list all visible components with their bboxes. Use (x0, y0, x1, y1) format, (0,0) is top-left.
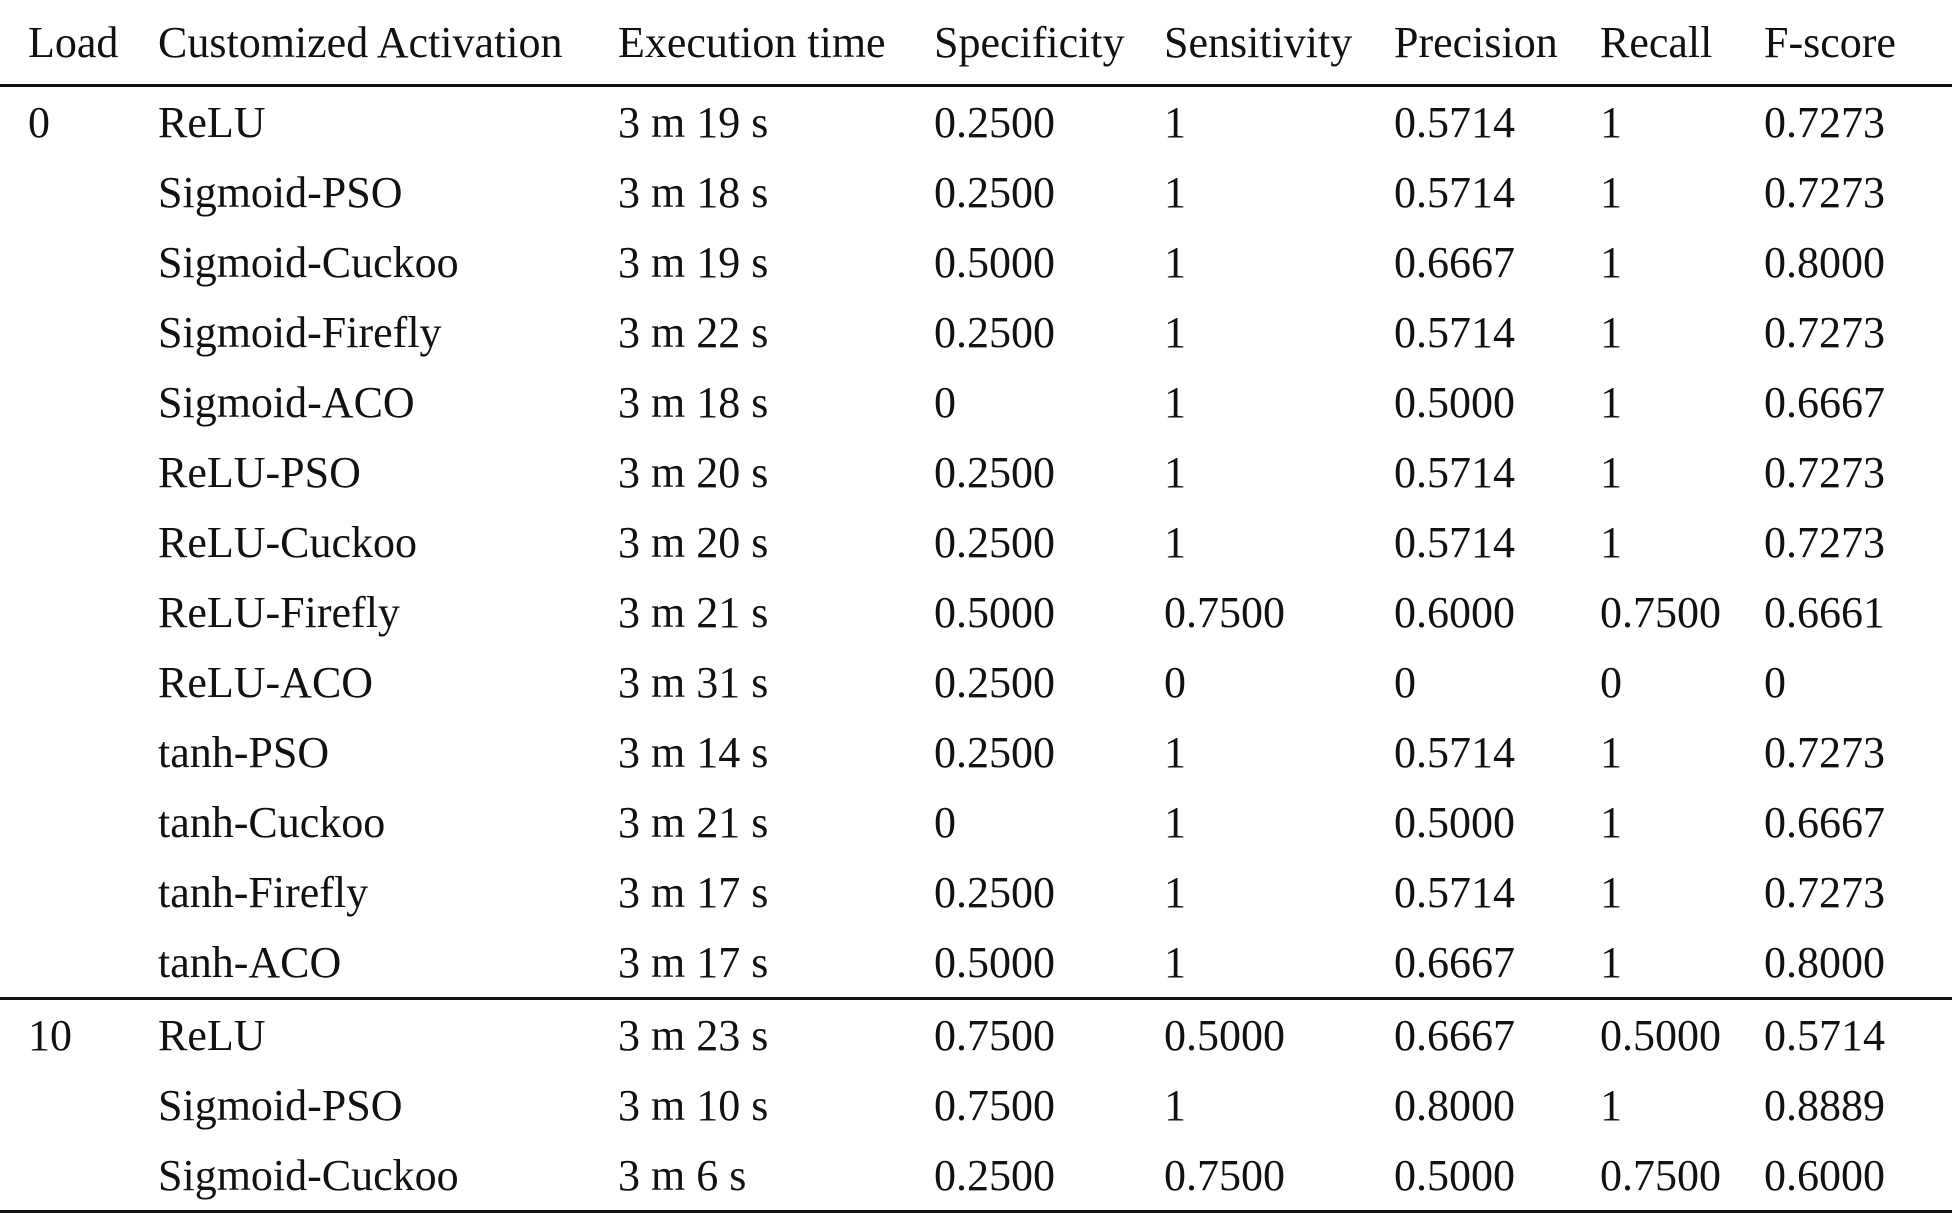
cell-activation: ReLU-Cuckoo (158, 517, 418, 567)
cell-execution-time: 3 m 17 s (618, 937, 769, 987)
cell-activation: tanh-Firefly (158, 867, 369, 917)
cell-precision: 0.5714 (1394, 97, 1515, 147)
cell-precision: 0.6667 (1394, 937, 1515, 987)
cell-execution-time: 3 m 18 s (618, 377, 769, 427)
cell-f-score: 0.6667 (1764, 797, 1885, 847)
cell-recall: 1 (1600, 797, 1622, 847)
header-precision: Precision (1366, 0, 1572, 86)
cell-sensitivity: 1 (1164, 237, 1186, 287)
cell-precision: 0.6667 (1366, 999, 1572, 1071)
cell-recall: 0 (1600, 657, 1622, 707)
cell-execution-time: 3 m 31 s (618, 657, 769, 707)
cell-f-score: 0.7273 (1764, 447, 1885, 497)
cell-sensitivity: 1 (1164, 937, 1186, 987)
cell-f-score: 0.7273 (1764, 167, 1885, 217)
cell-load (0, 367, 130, 437)
header-execution-time: Execution time (590, 0, 906, 86)
table-row (0, 1070, 1952, 1140)
cell-execution-time: 3 m 23 s (590, 999, 906, 1071)
cell-precision: 0.8000 (1394, 1080, 1515, 1130)
cell-load: 0 (28, 97, 50, 147)
cell-execution-time: 3 m 14 s (618, 727, 769, 777)
cell-f-score: 0.8889 (1764, 1080, 1885, 1130)
cell-sensitivity: 1 (1164, 517, 1186, 567)
cell-load (0, 927, 130, 999)
cell-specificity: 0.5000 (934, 937, 1055, 987)
table-row (0, 367, 1952, 437)
cell-sensitivity: 0.5000 (1136, 999, 1366, 1071)
cell-specificity: 0.2500 (934, 307, 1055, 357)
cell-recall: 1 (1600, 447, 1622, 497)
cell-precision: 0.5714 (1394, 867, 1515, 917)
cell-precision: 0.5714 (1394, 447, 1515, 497)
cell-execution-time: 3 m 19 s (618, 97, 769, 147)
table-row (0, 507, 1952, 577)
cell-recall: 1 (1600, 97, 1622, 147)
table-row (0, 927, 1952, 999)
cell-activation: Sigmoid-Cuckoo (158, 237, 459, 287)
cell-load: 10 (0, 999, 130, 1071)
cell-execution-time: 3 m 21 s (618, 587, 769, 637)
header-f-score: F-score (1736, 0, 1952, 86)
cell-activation: ReLU (130, 999, 590, 1071)
table-row (0, 437, 1952, 507)
cell-f-score: 0.7273 (1764, 727, 1885, 777)
cell-activation: Sigmoid-Firefly (158, 307, 442, 357)
table-body (0, 86, 1952, 1212)
header-row (0, 0, 1952, 86)
cell-load (0, 157, 130, 227)
cell-recall: 1 (1600, 167, 1622, 217)
cell-load (0, 787, 130, 857)
cell-execution-time: 3 m 22 s (618, 307, 769, 357)
cell-execution-time: 3 m 10 s (618, 1080, 769, 1130)
cell-sensitivity: 1 (1164, 447, 1186, 497)
cell-load (0, 647, 130, 717)
cell-activation: tanh-Cuckoo (158, 797, 386, 847)
cell-load (0, 857, 130, 927)
cell-recall: 1 (1600, 237, 1622, 287)
header-recall: Recall (1572, 0, 1736, 86)
cell-f-score: 0.8000 (1764, 237, 1885, 287)
cell-f-score: 0.7273 (1764, 97, 1885, 147)
cell-f-score: 0.6661 (1764, 587, 1885, 637)
cell-specificity: 0.2500 (934, 867, 1055, 917)
cell-execution-time: 3 m 19 s (618, 237, 769, 287)
cell-specificity: 0.2500 (934, 727, 1055, 777)
cell-activation: ReLU-PSO (158, 447, 361, 497)
cell-specificity: 0.2500 (934, 657, 1055, 707)
table-row (0, 86, 1952, 158)
cell-activation: ReLU-Firefly (158, 587, 400, 637)
cell-activation: tanh-ACO (158, 937, 342, 987)
cell-execution-time: 3 m 21 s (618, 797, 769, 847)
cell-specificity: 0 (934, 377, 956, 427)
cell-precision: 0.5714 (1394, 727, 1515, 777)
cell-recall: 1 (1600, 517, 1622, 567)
cell-load (0, 577, 130, 647)
cell-specificity: 0.7500 (906, 999, 1136, 1071)
cell-sensitivity: 1 (1164, 1080, 1186, 1130)
cell-sensitivity: 1 (1164, 167, 1186, 217)
table-row (0, 857, 1952, 927)
cell-sensitivity: 0.7500 (1164, 587, 1285, 637)
cell-precision: 0.6000 (1394, 587, 1515, 637)
cell-specificity: 0 (934, 797, 956, 847)
cell-recall: 1 (1600, 377, 1622, 427)
cell-f-score: 0 (1764, 657, 1786, 707)
cell-f-score: 0.7273 (1764, 867, 1885, 917)
cell-activation: Sigmoid-Cuckoo (130, 1140, 590, 1212)
cell-precision: 0.5000 (1394, 377, 1515, 427)
cell-sensitivity: 1 (1164, 377, 1186, 427)
cell-sensitivity: 1 (1164, 97, 1186, 147)
cell-f-score: 0.5714 (1736, 999, 1952, 1071)
cell-precision: 0.6667 (1394, 237, 1515, 287)
cell-specificity: 0.2500 (934, 517, 1055, 567)
cell-f-score: 0.8000 (1764, 937, 1885, 987)
cell-execution-time: 3 m 20 s (618, 517, 769, 567)
cell-f-score: 0.7273 (1764, 517, 1885, 567)
table-header (0, 0, 1952, 86)
cell-recall: 1 (1600, 727, 1622, 777)
cell-execution-time: 3 m 6 s (590, 1140, 906, 1212)
cell-recall: 1 (1600, 1080, 1622, 1130)
cell-activation: ReLU (158, 97, 266, 147)
cell-f-score: 0.7273 (1764, 307, 1885, 357)
cell-load (0, 1070, 130, 1140)
cell-sensitivity: 1 (1164, 727, 1186, 777)
cell-specificity: 0.5000 (934, 237, 1055, 287)
cell-recall: 1 (1600, 307, 1622, 357)
cell-recall: 0.7500 (1572, 1140, 1736, 1212)
table-row (0, 999, 1952, 1071)
table-row (0, 787, 1952, 857)
cell-precision: 0.5714 (1394, 307, 1515, 357)
table-row (0, 1140, 1952, 1212)
cell-recall: 1 (1600, 937, 1622, 987)
header-load: Load (0, 0, 130, 86)
cell-specificity: 0.2500 (906, 1140, 1136, 1212)
cell-activation: Sigmoid-PSO (158, 167, 403, 217)
cell-activation: ReLU-ACO (158, 657, 374, 707)
table-row (0, 157, 1952, 227)
cell-recall: 1 (1600, 867, 1622, 917)
cell-sensitivity: 1 (1164, 867, 1186, 917)
cell-sensitivity: 1 (1164, 307, 1186, 357)
cell-execution-time: 3 m 18 s (618, 167, 769, 217)
cell-load (0, 227, 130, 297)
cell-execution-time: 3 m 17 s (618, 867, 769, 917)
header-sensitivity: Sensitivity (1136, 0, 1366, 86)
cell-precision: 0.5714 (1394, 517, 1515, 567)
cell-specificity: 0.2500 (934, 97, 1055, 147)
cell-activation: Sigmoid-ACO (158, 377, 415, 427)
cell-load (0, 437, 130, 507)
cell-specificity: 0.2500 (934, 167, 1055, 217)
cell-load (0, 507, 130, 577)
cell-sensitivity: 0.7500 (1136, 1140, 1366, 1212)
cell-f-score: 0.6000 (1736, 1140, 1952, 1212)
cell-activation: Sigmoid-PSO (158, 1080, 403, 1130)
table-row (0, 647, 1952, 717)
cell-specificity: 0.7500 (934, 1080, 1055, 1130)
cell-precision: 0.5000 (1366, 1140, 1572, 1212)
cell-precision: 0.5714 (1394, 167, 1515, 217)
cell-activation: tanh-PSO (158, 727, 330, 777)
cell-load (0, 1140, 130, 1212)
cell-sensitivity: 0 (1164, 657, 1186, 707)
cell-recall: 0.7500 (1600, 587, 1721, 637)
header-customized-activation: Customized Activation (130, 0, 590, 86)
header-specificity: Specificity (906, 0, 1136, 86)
cell-load (0, 717, 130, 787)
cell-recall: 0.5000 (1572, 999, 1736, 1071)
cell-precision: 0.5000 (1394, 797, 1515, 847)
cell-f-score: 0.6667 (1764, 377, 1885, 427)
table-row (0, 717, 1952, 787)
table-row (0, 297, 1952, 367)
cell-specificity: 0.5000 (934, 587, 1055, 637)
table-row (0, 577, 1952, 647)
table-row (0, 227, 1952, 297)
cell-sensitivity: 1 (1164, 797, 1186, 847)
cell-execution-time: 3 m 20 s (618, 447, 769, 497)
cell-load (0, 297, 130, 367)
cell-specificity: 0.2500 (934, 447, 1055, 497)
cell-precision: 0 (1394, 657, 1416, 707)
